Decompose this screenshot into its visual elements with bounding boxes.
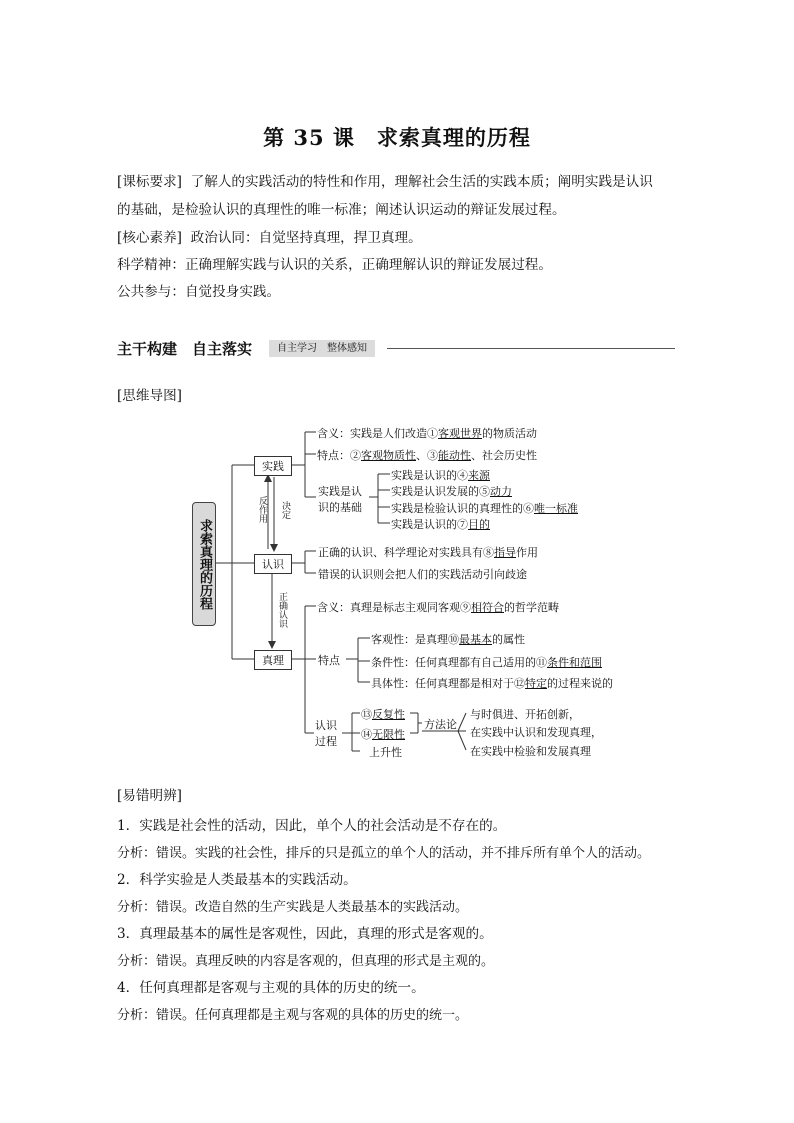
- methodology-3: 在实践中检验和发展真理: [470, 745, 591, 758]
- basis-standard: 实践是检验认识的真理性的⑥唯一标准: [391, 502, 578, 515]
- basis-motive: 实践是认识发展的⑤动力: [391, 485, 512, 498]
- node-cognition: 认识: [254, 554, 292, 574]
- error-question: 4．任何真理都是客观与主观的具体的历史的统一。: [117, 980, 425, 996]
- blank-9: 相符合: [471, 601, 504, 614]
- blank-12: 特定: [525, 677, 547, 690]
- feature-concreteness: 具体性：任何真理都是相对于⑫特定的过程来说的: [371, 677, 613, 690]
- methodology-label: 方法论: [424, 718, 457, 731]
- process-ascending: 上升性: [369, 746, 402, 759]
- basis-purpose: 实践是认识的⑦目的: [391, 518, 490, 531]
- cognition-correct: 正确的认识、科学理论对实践具有⑧指导作用: [318, 546, 538, 559]
- core-literacy-text: 政治认同：自觉坚持真理，捍卫真理。: [190, 230, 422, 246]
- error-question: 1．实践是社会性的活动，因此，单个人的社会活动是不存在的。: [117, 818, 507, 834]
- truth-features-label: 特点: [318, 654, 340, 667]
- feature-objectivity: 客观性：是真理⑩最基本的属性: [371, 633, 525, 646]
- process-repetitive: ⑬反复性: [361, 708, 405, 721]
- arrow-label-react: 反作用: [257, 496, 267, 523]
- cognition-wrong: 错误的认识则会把人们的实践活动引向歧途: [318, 568, 527, 581]
- node-truth: 真理: [254, 650, 292, 670]
- blank-4: 来源: [468, 469, 490, 482]
- cognition-process: 认识 过程: [315, 719, 337, 748]
- feature-conditionality: 条件性：任何真理都有自己适用的⑪条件和范围: [371, 656, 602, 669]
- blank-13: 反复性: [372, 708, 405, 721]
- page-title: 第 35 课 求索真理的历程: [263, 125, 531, 150]
- practice-definition: 含义：实践是人们改造①客观世界的物质活动: [317, 427, 537, 440]
- error-question: 3．真理最基本的属性是客观性，因此，真理的形式是客观的。: [117, 926, 493, 942]
- basis-source: 实践是认识的④来源: [391, 469, 490, 482]
- curriculum-requirement-text: 了解人的实践活动的特性和作用，理解社会生活的实践本质；阐明实践是认识: [190, 174, 653, 190]
- mindmap-label: [思维导图]: [117, 388, 182, 404]
- blank-3: 能动性: [438, 449, 471, 462]
- blank-7: 目的: [468, 518, 490, 531]
- error-answer: 分析：错误。实践的社会性，排斥的只是孤立的单个人的活动，并不排斥所有单个人的活动。: [117, 846, 651, 861]
- methodology-2: 在实践中认识和发现真理，: [470, 726, 602, 739]
- blank-8: 指导: [494, 546, 516, 559]
- methodology-1: 与时俱进、开拓创新，: [470, 708, 580, 721]
- curriculum-requirement-line2: 的基础，是检验认识的真理性的唯一标准；阐述认识运动的辩证发展过程。: [117, 202, 566, 218]
- blank-10: 最基本: [459, 633, 492, 646]
- mindmap-root: 求索真理的历程: [192, 502, 216, 626]
- section-tag: 自主学习 整体感知: [269, 340, 375, 357]
- arrow-label-correct: 正确认识: [277, 592, 287, 628]
- core-literacy-label: [核心素养]: [117, 230, 182, 246]
- arrow-label-decide: 决定: [280, 501, 290, 519]
- public-participation: 公共参与：自觉投身实践。: [117, 284, 281, 300]
- blank-1: 客观世界: [438, 427, 482, 440]
- errors-label: [易错明辨]: [117, 788, 182, 804]
- blank-11: 条件和范围: [547, 656, 602, 669]
- blank-2: 客观物质性: [361, 449, 416, 462]
- section-title: 主干构建 自主落实: [117, 340, 253, 358]
- error-question: 2．科学实验是人类最基本的实践活动。: [117, 872, 357, 888]
- blank-6: 唯一标准: [534, 502, 578, 515]
- science-spirit: 科学精神：正确理解实践与认识的关系，正确理解认识的辩证发展过程。: [117, 257, 552, 273]
- error-answer: 分析：错误。改造自然的生产实践是人类最基本的实践活动。: [117, 900, 469, 915]
- curriculum-requirement-label: [课标要求]: [117, 174, 182, 190]
- truth-definition: 含义：真理是标志主观同客观⑨相符合的哲学范畴: [317, 601, 559, 614]
- error-answer: 分析：错误。真理反映的内容是客观的，但真理的形式是主观的。: [117, 954, 495, 969]
- practice-features: 特点：②客观物质性、③能动性、社会历史性: [317, 449, 537, 462]
- blank-5: 动力: [490, 485, 512, 498]
- blank-14: 无限性: [372, 728, 405, 741]
- practice-basis: 实践是认 识的基础: [318, 485, 362, 514]
- error-answer: 分析：错误。任何真理都是主观与客观的具体的历史的统一。: [117, 1008, 469, 1023]
- process-infinite: ⑭无限性: [361, 728, 405, 741]
- node-practice: 实践: [254, 456, 292, 476]
